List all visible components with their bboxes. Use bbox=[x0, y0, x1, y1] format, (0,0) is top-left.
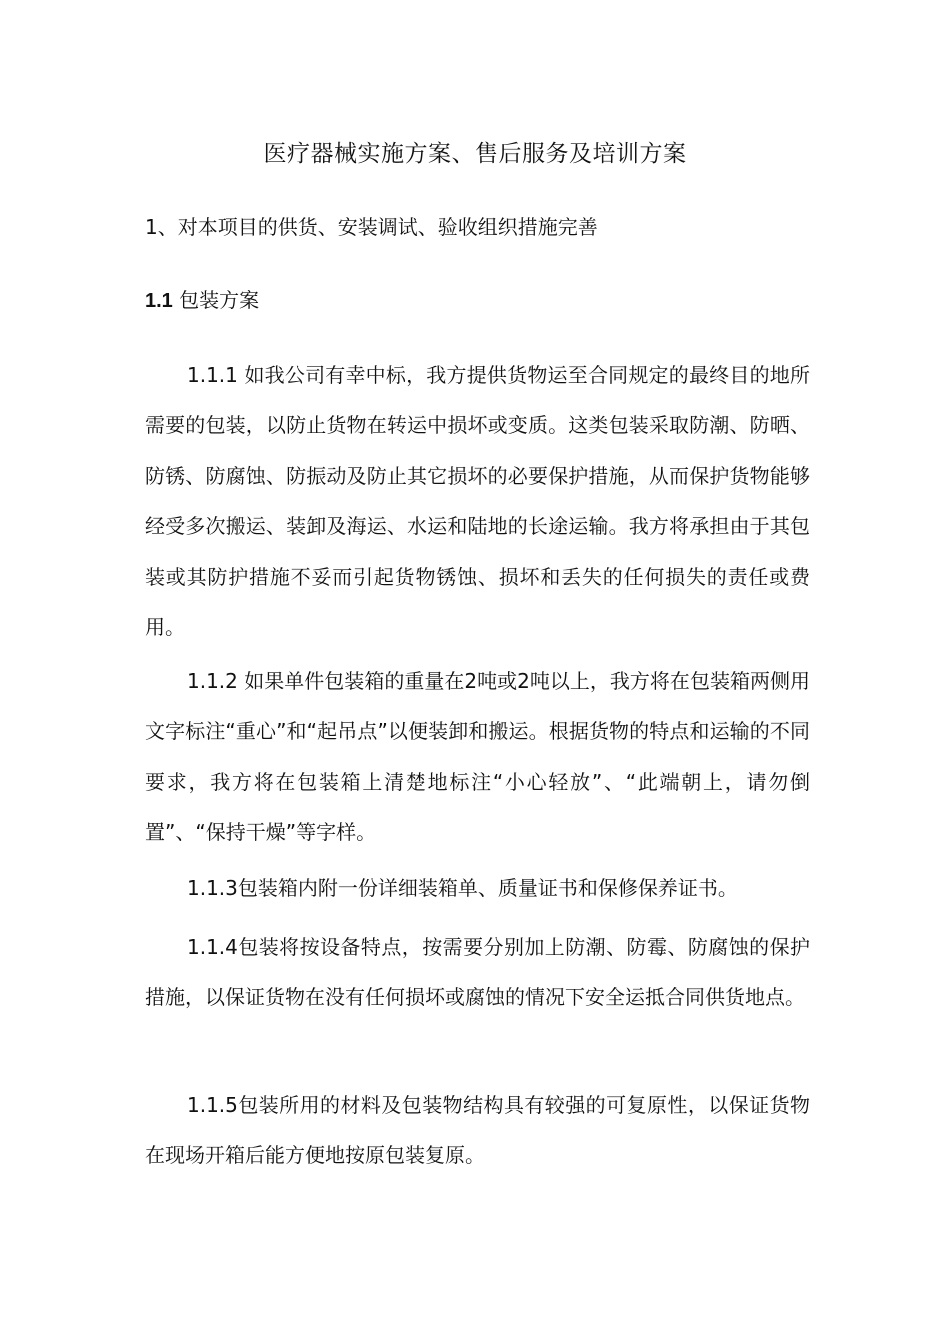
paragraph-1-1-5: 1.1.5包装所用的材料及包装物结构具有较强的可复原性，以保证货物在现场开箱后能方便地按原包装复原。 bbox=[145, 1093, 810, 1168]
section-heading: 1、对本项目的供货、安装调试、验收组织措施完善 bbox=[145, 215, 598, 239]
paragraph-1-1-1: 1.1.1 如我公司有幸中标，我方提供货物运至合同规定的最终目的地所需要的包装，以防止货物在转运中损坏或变质。这类包装采取防潮、防晒、防锈、防腐蚀、防振动及防止其它损坏的必要保护措施，从而保护货物能够经受多次搬运、装卸及海运、水运和陆地的长途运输。我方将承担由于其包装或其防护措施不妥而引起货物锈蚀、损坏和丢失的任何损失的责任或费用。 bbox=[145, 363, 810, 640]
subsection-heading bbox=[145, 283, 259, 318]
document-title: 医疗器械实施方案、售后服务及培训方案 bbox=[263, 141, 687, 167]
paragraph-1-1-2: 1.1.2 如果单件包装箱的重量在2吨或2吨以上，我方将在包装箱两侧用文字标注“重心”和“起吊点”以便装卸和搬运。根据货物的特点和运输的不同要求，我方将在包装箱上清楚地标注“小心轻放”、“此端朝上，请勿倒置”、“保持干燥”等字样。 bbox=[145, 669, 810, 845]
paragraph-1-1-4: 1.1.4包装将按设备特点，按需要分别加上防潮、防霉、防腐蚀的保护措施，以保证货物在没有任何损坏或腐蚀的情况下安全运抵合同供货地点。 bbox=[145, 935, 810, 1010]
paragraph-1-1-3: 1.1.3包装箱内附一份详细装箱单、质量证书和保修保养证书。 bbox=[187, 876, 738, 900]
subsection-title: 包装方案 bbox=[179, 288, 260, 312]
subsection-number: 1.1 bbox=[145, 290, 173, 312]
